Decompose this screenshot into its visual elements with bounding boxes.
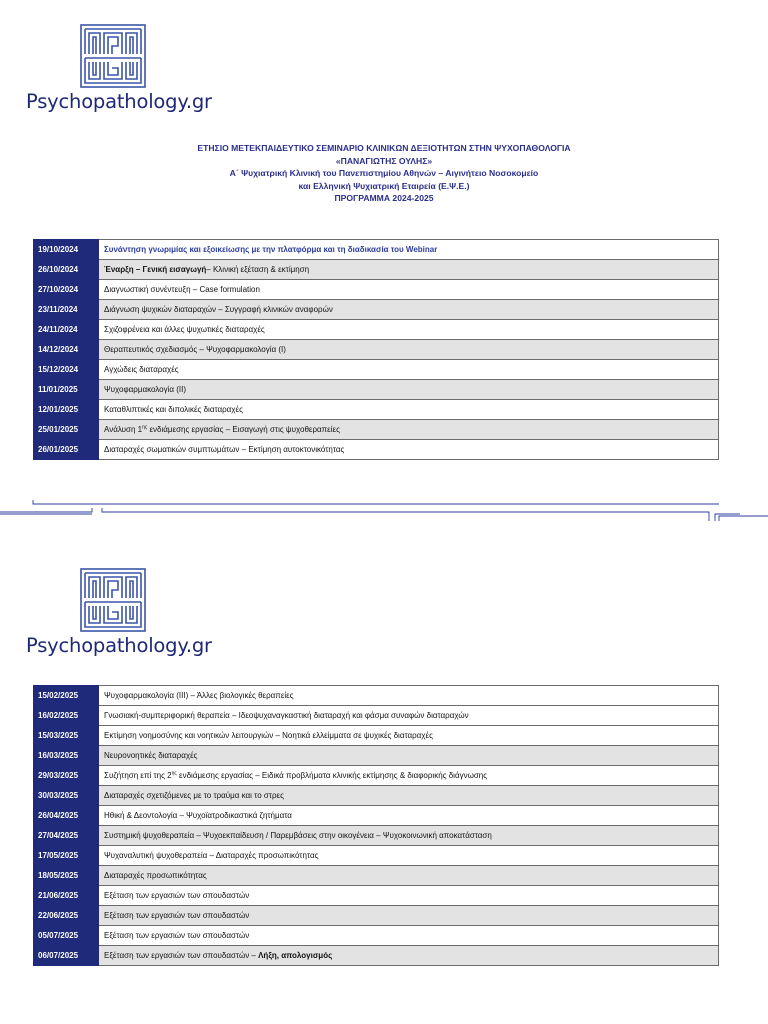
session-topic: Διαταραχές προσωπικότητας bbox=[99, 866, 719, 886]
session-date: 26/01/2025 bbox=[34, 440, 99, 460]
session-date: 15/02/2025 bbox=[34, 686, 99, 706]
session-date: 26/04/2025 bbox=[34, 806, 99, 826]
session-topic: Ηθική & Δεοντολογία – Ψυχοϊατροδικαστικά ζητήματα bbox=[99, 806, 719, 826]
session-topic bbox=[99, 766, 719, 786]
session-date: 16/03/2025 bbox=[34, 746, 99, 766]
session-topic: Θεραπευτικός σχεδιασμός – Ψυχοφαρμακολογία (Ι) bbox=[99, 340, 719, 360]
table-row bbox=[34, 886, 719, 906]
table-row bbox=[34, 260, 719, 280]
session-date: 18/05/2025 bbox=[34, 866, 99, 886]
session-topic: Καταθλιπτικές και διπολικές διαταραχές bbox=[99, 400, 719, 420]
session-date: 14/12/2024 bbox=[34, 340, 99, 360]
table-row bbox=[34, 280, 719, 300]
session-date: 17/05/2025 bbox=[34, 846, 99, 866]
table-row bbox=[34, 300, 719, 320]
document-page-1 bbox=[0, 0, 768, 500]
session-topic: Εξέταση των εργασιών των σπουδαστών bbox=[99, 886, 719, 906]
labyrinth-logo-icon bbox=[80, 568, 146, 632]
session-date: 26/10/2024 bbox=[34, 260, 99, 280]
table-row bbox=[34, 706, 719, 726]
header-seminar-title: ΕΤΗΣΙΟ ΜΕΤΕΚΠΑΙΔΕΥΤΙΚΟ ΣΕΜΙΝΑΡΙΟ ΚΛΙΝΙΚΩΝ ΔΕΞΙΟΤΗΤΩΝ ΣΤΗΝ ΨΥΧΟΠΑΘΟΛΟΓΙΑ bbox=[197, 143, 571, 153]
header-clinic: Α΄ Ψυχιατρική Κλινική του Πανεπιστημίου Αθηνών – Αιγινήτειο Νοσοκομείο bbox=[229, 168, 539, 179]
session-date: 16/02/2025 bbox=[34, 706, 99, 726]
table-row bbox=[34, 380, 719, 400]
brand-name: Psychopathology.gr bbox=[26, 90, 212, 113]
session-topic-bold: Λήξη, απολογισμός bbox=[258, 951, 333, 960]
session-topic bbox=[99, 420, 719, 440]
session-topic: Σχιζοφρένεια και άλλες ψυχωτικές διαταραχές bbox=[99, 320, 719, 340]
session-topic-ordinal: ης bbox=[142, 424, 148, 431]
session-date: 06/07/2025 bbox=[34, 946, 99, 966]
document-page-2 bbox=[0, 530, 768, 1024]
table-row bbox=[34, 340, 719, 360]
session-topic bbox=[99, 260, 719, 280]
table-row bbox=[34, 906, 719, 926]
schedule-table-1 bbox=[33, 239, 719, 460]
session-topic-end: ενδιάμεσης εργασίας – Ειδικά προβλήματα κλινικής εκτίμησης & διαφορικής διάγνωσης bbox=[176, 771, 488, 780]
table-row bbox=[34, 240, 719, 260]
session-date: 27/10/2024 bbox=[34, 280, 99, 300]
schedule-table-2 bbox=[33, 685, 719, 966]
table-row bbox=[34, 946, 719, 966]
labyrinth-logo-icon bbox=[80, 24, 146, 88]
session-date: 15/03/2025 bbox=[34, 726, 99, 746]
session-date: 12/01/2025 bbox=[34, 400, 99, 420]
session-date: 24/11/2024 bbox=[34, 320, 99, 340]
session-topic: Διαταραχές σωματικών συμπτωμάτων – Εκτίμηση αυτοκτονικότητας bbox=[99, 440, 719, 460]
table-row bbox=[34, 846, 719, 866]
session-date: 30/03/2025 bbox=[34, 786, 99, 806]
session-date: 25/01/2025 bbox=[34, 420, 99, 440]
table-row bbox=[34, 806, 719, 826]
session-topic: Συστημική ψυχοθεραπεία – Ψυχοεκπαίδευση / Παρεμβάσεις στην οικογένεια – Ψυχοκοινωνική αποκατάσταση bbox=[99, 826, 719, 846]
header-program-year: ΠΡΟΓΡΑΜΜΑ 2024-2025 bbox=[334, 193, 434, 204]
header-seminar-name: «ΠΑΝΑΓΙΩΤΗΣ ΟΥΛΗΣ» bbox=[335, 155, 433, 166]
session-topic: Διαγνωστική συνέντευξη – Case formulation bbox=[99, 280, 719, 300]
table-row bbox=[34, 440, 719, 460]
page-separator bbox=[0, 500, 768, 530]
session-topic-start: Εξέταση των εργασιών των σπουδαστών – bbox=[104, 951, 259, 960]
session-topic: Διαταραχές σχετιζόμενες με το τραύμα και το στρες bbox=[99, 786, 719, 806]
table-row bbox=[34, 360, 719, 380]
session-date: 21/06/2025 bbox=[34, 886, 99, 906]
header-society: και Ελληνική Ψυχιατρική Εταιρεία (Ε.Ψ.Ε.) bbox=[298, 180, 470, 191]
session-topic bbox=[99, 946, 719, 966]
session-date: 19/10/2024 bbox=[34, 240, 99, 260]
session-topic: Αγχώδεις διαταραχές bbox=[99, 360, 719, 380]
session-topic: Διάγνωση ψυχικών διαταραχών – Συγγραφή κλινικών αναφορών bbox=[99, 300, 719, 320]
table-row bbox=[34, 420, 719, 440]
session-topic: Εκτίμηση νοημοσύνης και νοητικών λειτουργιών – Νοητικά ελλείμματα σε ψυχικές διαταραχές bbox=[99, 726, 719, 746]
session-topic: Εξέταση των εργασιών των σπουδαστών bbox=[99, 926, 719, 946]
table-row bbox=[34, 826, 719, 846]
session-date: 27/04/2025 bbox=[34, 826, 99, 846]
session-topic-start: Ανάλυση 1 bbox=[104, 425, 143, 434]
session-topic-start: Συζήτηση επί της 2 bbox=[104, 771, 172, 780]
table-row bbox=[34, 766, 719, 786]
brand-name: Psychopathology.gr bbox=[26, 634, 212, 657]
table-row bbox=[34, 926, 719, 946]
session-topic-bold: Έναρξη – Γενική εισαγωγή bbox=[104, 265, 207, 274]
table-row bbox=[34, 686, 719, 706]
session-date: 22/06/2025 bbox=[34, 906, 99, 926]
table-row bbox=[34, 786, 719, 806]
program-header bbox=[0, 142, 768, 205]
table-row bbox=[34, 866, 719, 886]
table-row bbox=[34, 400, 719, 420]
session-topic: Ψυχοφαρμακολογία (ΙΙΙ) – Άλλες βιολογικές θεραπείες bbox=[99, 686, 719, 706]
session-date: 11/01/2025 bbox=[34, 380, 99, 400]
session-date: 05/07/2025 bbox=[34, 926, 99, 946]
session-topic-end: ενδιάμεσης εργασίας – Εισαγωγή στις ψυχοθεραπείες bbox=[147, 425, 340, 434]
session-topic-rest: – Κλινική εξέταση & εκτίμηση bbox=[206, 265, 310, 274]
session-topic: Ψυχαναλυτική ψυχοθεραπεία – Διαταραχές προσωπικότητας bbox=[99, 846, 719, 866]
session-topic: Νευρονοητικές διαταραχές bbox=[99, 746, 719, 766]
session-topic-ordinal: ης bbox=[171, 770, 177, 777]
session-date: 15/12/2024 bbox=[34, 360, 99, 380]
session-topic: Εξέταση των εργασιών των σπουδαστών bbox=[99, 906, 719, 926]
table-row bbox=[34, 726, 719, 746]
table-row bbox=[34, 320, 719, 340]
session-topic: Γνωσιακή-συμπεριφορική θεραπεία – Ιδεοψυχαναγκαστική διαταραχή και φάσμα συναφών διαταραχών bbox=[99, 706, 719, 726]
session-date: 23/11/2024 bbox=[34, 300, 99, 320]
session-topic: Συνάντηση γνωριμίας και εξοικείωσης με την πλατφόρμα και τη διαδικασία του Webinar bbox=[99, 240, 719, 260]
table-row bbox=[34, 746, 719, 766]
session-topic: Ψυχοφαρμακολογία (ΙΙ) bbox=[99, 380, 719, 400]
session-date: 29/03/2025 bbox=[34, 766, 99, 786]
